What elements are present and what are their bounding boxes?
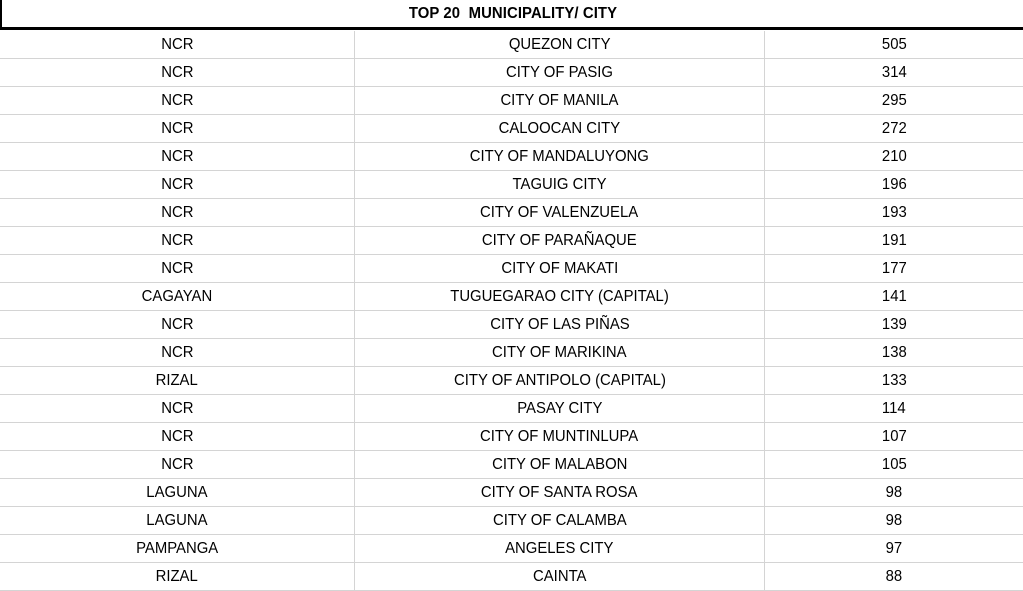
city-cell[interactable] <box>355 535 765 562</box>
table-row <box>0 311 1023 339</box>
count-text: 314 <box>881 63 907 81</box>
region-cell[interactable] <box>0 255 355 282</box>
count-cell[interactable] <box>765 59 1023 86</box>
city-text: ANGELES CITY <box>505 539 614 557</box>
city-text: CITY OF MANDALUYONG <box>469 147 650 165</box>
region-text: PAMPANGA <box>135 539 219 557</box>
city-text: CITY OF MALABON <box>491 455 628 473</box>
city-cell[interactable] <box>355 255 765 282</box>
city-text: QUEZON CITY <box>508 35 611 53</box>
region-cell[interactable] <box>0 283 355 310</box>
count-cell[interactable] <box>765 31 1023 58</box>
region-cell[interactable] <box>0 451 355 478</box>
count-cell[interactable] <box>765 311 1023 338</box>
region-text: RIZAL <box>155 371 199 389</box>
count-cell[interactable] <box>765 199 1023 226</box>
count-text: 107 <box>881 427 907 445</box>
table-row <box>0 59 1023 87</box>
count-text: 141 <box>881 287 907 305</box>
region-cell[interactable] <box>0 535 355 562</box>
table-row <box>0 507 1023 535</box>
city-cell[interactable] <box>355 171 765 198</box>
region-cell[interactable] <box>0 423 355 450</box>
region-cell[interactable] <box>0 143 355 170</box>
count-cell[interactable] <box>765 367 1023 394</box>
count-text: 138 <box>881 343 907 361</box>
region-text: NCR <box>160 63 194 81</box>
city-text: CITY OF MAKATI <box>501 259 618 277</box>
count-cell[interactable] <box>765 395 1023 422</box>
city-text: CITY OF SANTA ROSA <box>481 483 638 501</box>
count-cell[interactable] <box>765 283 1023 310</box>
region-text: LAGUNA <box>146 483 208 501</box>
city-text: CAINTA <box>532 567 587 585</box>
count-text: 193 <box>881 203 907 221</box>
region-text: NCR <box>160 455 194 473</box>
city-cell[interactable] <box>355 143 765 170</box>
count-cell[interactable] <box>765 255 1023 282</box>
table-row <box>0 255 1023 283</box>
region-cell[interactable] <box>0 339 355 366</box>
region-cell[interactable] <box>0 59 355 86</box>
region-text: NCR <box>160 203 194 221</box>
count-text: 88 <box>885 567 903 585</box>
count-cell[interactable] <box>765 563 1023 590</box>
count-cell[interactable] <box>765 339 1023 366</box>
table-row <box>0 451 1023 479</box>
region-text: LAGUNA <box>146 511 208 529</box>
count-text: 98 <box>885 483 903 501</box>
count-cell[interactable] <box>765 227 1023 254</box>
count-text: 133 <box>881 371 907 389</box>
count-cell[interactable] <box>765 171 1023 198</box>
region-text: NCR <box>160 427 194 445</box>
city-cell[interactable] <box>355 367 765 394</box>
table-row <box>0 31 1023 59</box>
region-text: NCR <box>160 231 194 249</box>
city-text: CITY OF ANTIPOLO (CAPITAL) <box>453 371 666 389</box>
region-cell[interactable] <box>0 311 355 338</box>
count-cell[interactable] <box>765 143 1023 170</box>
table-title-row[interactable] <box>0 0 1023 30</box>
count-cell[interactable] <box>765 479 1023 506</box>
count-text: 505 <box>881 35 907 53</box>
count-text: 295 <box>881 91 907 109</box>
region-cell[interactable] <box>0 479 355 506</box>
city-cell[interactable] <box>355 507 765 534</box>
city-cell[interactable] <box>355 199 765 226</box>
city-cell[interactable] <box>355 87 765 114</box>
city-text: TAGUIG CITY <box>512 175 607 193</box>
count-text: 177 <box>881 259 907 277</box>
city-cell[interactable] <box>355 479 765 506</box>
region-text: NCR <box>160 343 194 361</box>
table-row <box>0 367 1023 395</box>
city-cell[interactable] <box>355 31 765 58</box>
city-text: TUGUEGARAO CITY (CAPITAL) <box>450 287 669 305</box>
table-row <box>0 115 1023 143</box>
region-text: CAGAYAN <box>141 287 213 305</box>
table-row <box>0 227 1023 255</box>
count-text: 196 <box>881 175 907 193</box>
region-text: RIZAL <box>155 567 199 585</box>
table-row <box>0 171 1023 199</box>
table-title: TOP 20 MUNICIPALITY/ CITY <box>408 4 617 22</box>
city-cell[interactable] <box>355 423 765 450</box>
region-text: NCR <box>160 91 194 109</box>
region-text: NCR <box>160 315 194 333</box>
table-row <box>0 535 1023 563</box>
city-cell[interactable] <box>355 311 765 338</box>
city-cell[interactable] <box>355 59 765 86</box>
region-text: NCR <box>160 147 194 165</box>
count-cell[interactable] <box>765 451 1023 478</box>
city-text: PASAY CITY <box>516 399 603 417</box>
city-text: CITY OF MUNTINLUPA <box>480 427 639 445</box>
city-cell[interactable] <box>355 563 765 590</box>
city-text: CITY OF MANILA <box>500 91 619 109</box>
count-text: 98 <box>885 511 903 529</box>
city-cell[interactable] <box>355 115 765 142</box>
city-text: CITY OF CALAMBA <box>492 511 627 529</box>
table-row <box>0 479 1023 507</box>
table-row <box>0 199 1023 227</box>
count-cell[interactable] <box>765 423 1023 450</box>
region-cell[interactable] <box>0 367 355 394</box>
table-row <box>0 423 1023 451</box>
table-row <box>0 339 1023 367</box>
city-text: CITY OF LAS PIÑAS <box>489 315 630 333</box>
table-row <box>0 395 1023 423</box>
table-row <box>0 87 1023 115</box>
region-cell[interactable] <box>0 395 355 422</box>
city-cell[interactable] <box>355 339 765 366</box>
city-cell[interactable] <box>355 283 765 310</box>
region-cell[interactable] <box>0 563 355 590</box>
count-cell[interactable] <box>765 507 1023 534</box>
city-cell[interactable] <box>355 227 765 254</box>
region-cell[interactable] <box>0 87 355 114</box>
region-text: NCR <box>160 175 194 193</box>
city-cell[interactable] <box>355 395 765 422</box>
city-text: CITY OF PASIG <box>506 63 613 81</box>
region-text: NCR <box>160 119 194 137</box>
count-cell[interactable] <box>765 87 1023 114</box>
region-cell[interactable] <box>0 171 355 198</box>
city-text: CITY OF MARIKINA <box>492 343 627 361</box>
region-cell[interactable] <box>0 507 355 534</box>
count-text: 191 <box>881 231 907 249</box>
count-cell[interactable] <box>765 535 1023 562</box>
region-text: NCR <box>160 399 194 417</box>
region-text: NCR <box>160 259 194 277</box>
region-cell[interactable] <box>0 115 355 142</box>
count-text: 105 <box>881 455 907 473</box>
count-text: 114 <box>882 399 906 417</box>
table-body <box>0 31 1023 591</box>
city-text: CITY OF VALENZUELA <box>480 203 639 221</box>
count-text: 139 <box>881 315 907 333</box>
region-cell[interactable] <box>0 199 355 226</box>
count-text: 272 <box>881 119 907 137</box>
city-text: CALOOCAN CITY <box>498 119 621 137</box>
city-cell[interactable] <box>355 451 765 478</box>
count-cell[interactable] <box>765 115 1023 142</box>
region-cell[interactable] <box>0 227 355 254</box>
table-row <box>0 283 1023 311</box>
table-row <box>0 143 1023 171</box>
count-text: 210 <box>881 147 907 165</box>
region-cell[interactable] <box>0 31 355 58</box>
region-text: NCR <box>160 35 194 53</box>
count-text: 97 <box>885 539 903 557</box>
city-text: CITY OF PARAÑAQUE <box>482 231 637 249</box>
